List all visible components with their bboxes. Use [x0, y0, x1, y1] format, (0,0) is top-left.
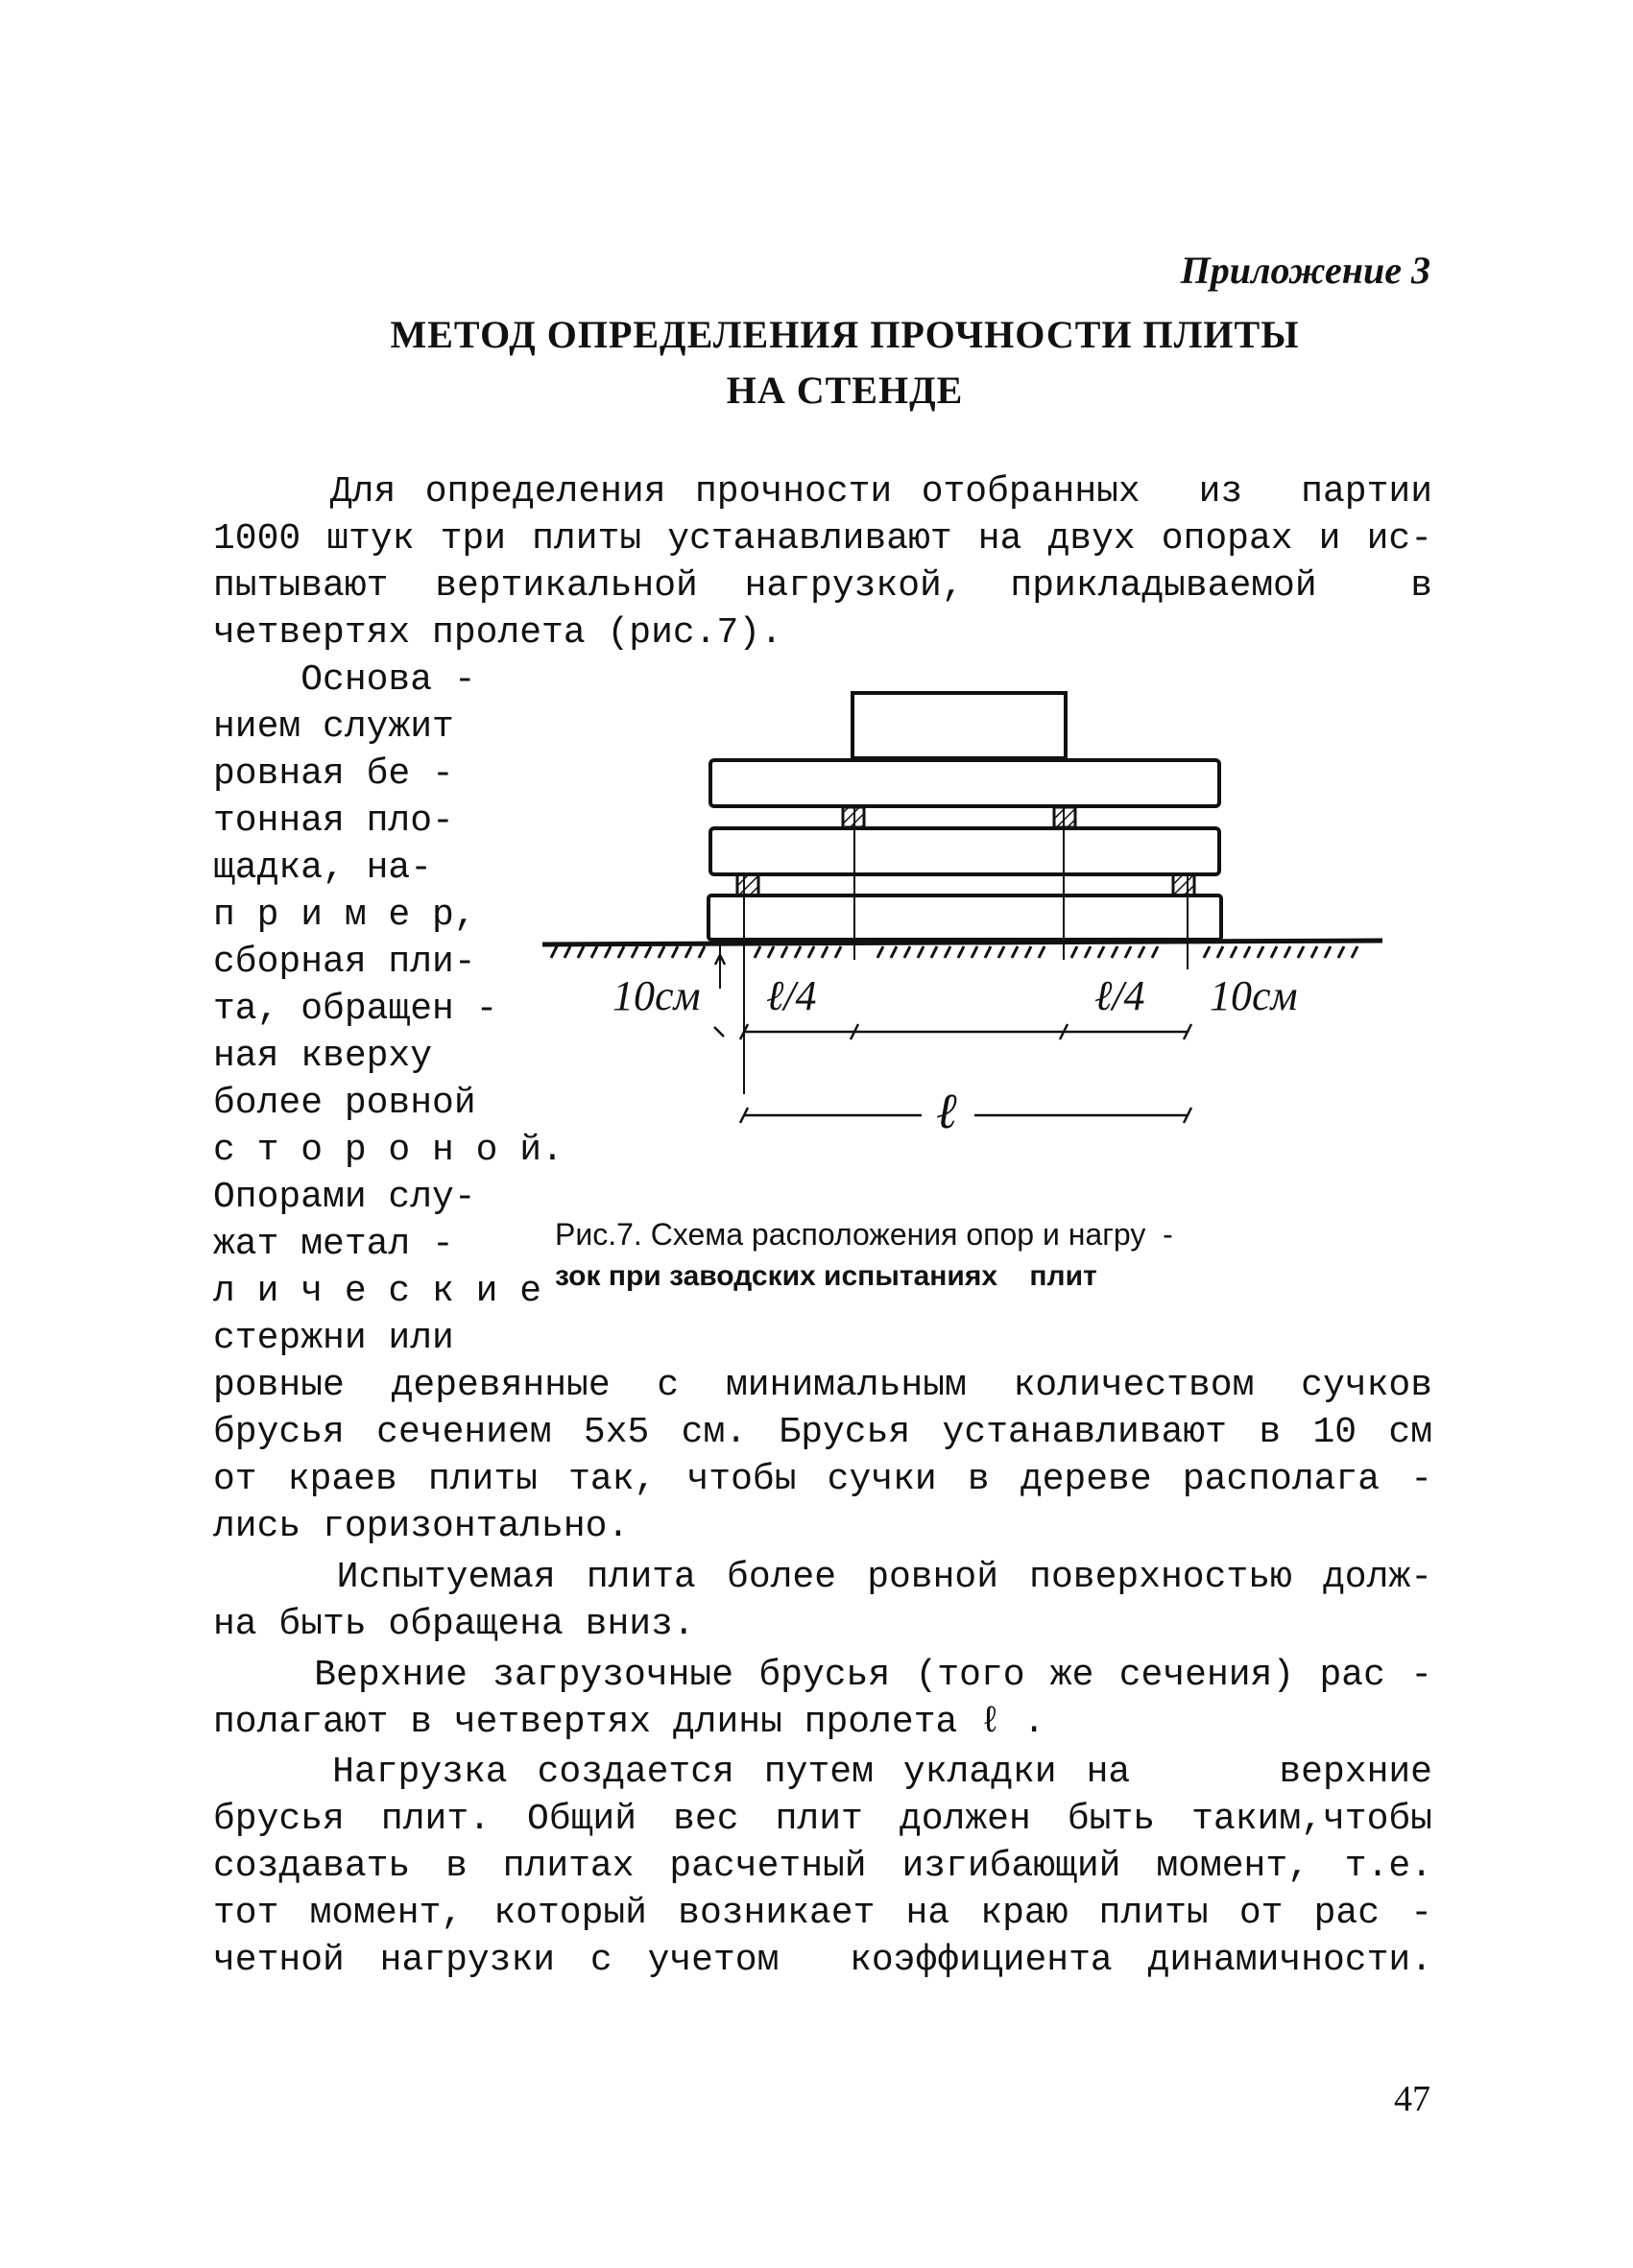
paragraph-1-line: Для определения прочности отобранных из партии — [213, 471, 1432, 513]
support-load-diagram — [538, 672, 1402, 1161]
paragraph-1-line: пытывают вертикальной нагрузкой, прикладываемой в — [213, 565, 1432, 607]
side-text-line: ная кверху — [213, 1036, 433, 1077]
side-text-line: Основа - — [213, 659, 476, 701]
paragraph-5-line: тот момент, который возникает на краю плиты от рас - — [213, 1893, 1432, 1934]
paragraph-1-line: четвертях пролета (рис.7). — [213, 612, 782, 654]
paragraph-3-line: Испытуемая плита более ровной поверхностью долж- — [213, 1557, 1432, 1598]
appendix-label: Приложение 3 — [1180, 249, 1430, 292]
side-text-line: жат метал - — [213, 1224, 454, 1265]
ground-hatching — [551, 946, 1357, 958]
base-slab — [708, 895, 1221, 940]
middle-slab — [710, 828, 1219, 874]
span-label: ℓ — [936, 1085, 957, 1139]
side-text-line: л и ч е с к и е — [213, 1271, 542, 1312]
side-text-line: щадка, на- — [213, 848, 433, 889]
paragraph-2-line: брусья сечением 5х5 см. Брусья устанавливают в 10 см — [213, 1412, 1432, 1453]
paragraph-4-line: Верхние загрузочные брусья (того же сечения) рас - — [213, 1655, 1432, 1696]
page-title: МЕТОД ОПРЕДЕЛЕНИЯ ПРОЧНОСТИ ПЛИТЫ — [390, 313, 1300, 356]
paragraph-5-line: брусья плит. Общий вес плит должен быть таким,чтобы — [213, 1799, 1432, 1840]
right-offset-label: 10см — [1210, 972, 1298, 1019]
paragraph-1-line: 1000 штук три плиты устанавливают на двух опорах и ис- — [213, 518, 1432, 560]
support-bar-right — [1173, 874, 1194, 895]
side-text-line: п р и м е р, — [213, 895, 476, 936]
right-quarter-label: ℓ/4 — [1094, 972, 1145, 1019]
side-text-line: сборная пли- — [213, 942, 476, 983]
page-subtitle: НА СТЕНДЕ — [726, 369, 964, 412]
upper-slab — [710, 760, 1219, 806]
figure-caption: Рис.7. Схема расположения опор и нагру - — [555, 1217, 1173, 1252]
left-quarter-label: ℓ/4 — [766, 972, 817, 1019]
paragraph-4-line: полагают в четвертях длины пролета ℓ . — [213, 1702, 1045, 1743]
side-text-line: ровная бе - — [213, 753, 454, 795]
paragraph-5-line: Нагрузка создается путем укладки на верхние — [213, 1752, 1432, 1793]
left-offset-label: 10см — [612, 972, 701, 1019]
ground-line — [542, 941, 1382, 944]
paragraph-2-line: ровные деревянные с минимальным количеством сучков — [213, 1365, 1432, 1406]
paragraph-5-line: создавать в плитах расчетный изгибающий момент, т.е. — [213, 1846, 1432, 1887]
side-text-line: нием служит — [213, 706, 454, 748]
page-number: 47 — [1394, 2079, 1430, 2119]
load-block — [853, 693, 1066, 758]
side-text-line: стержни или — [213, 1318, 454, 1359]
side-text-line: с т о р о н о й. — [213, 1130, 564, 1171]
side-text-line: тонная пло- — [213, 800, 454, 842]
paragraph-2-line: от краев плиты так, чтобы сучки в дереве располага - — [213, 1459, 1432, 1500]
side-text-line: та, обращен - — [213, 989, 498, 1030]
support-bar-left — [737, 874, 758, 895]
paragraph-5-line: четной нагрузки с учетом коэффициента динамичности. — [213, 1940, 1432, 1981]
paragraph-2-line: лись горизонтально. — [213, 1506, 630, 1547]
side-text-line: более ровной — [213, 1083, 476, 1124]
figure-caption: зок при заводских испытаниях плит — [555, 1260, 1097, 1292]
paragraph-3-line: на быть обращена вниз. — [213, 1604, 695, 1645]
side-text-line: Опорами слу- — [213, 1177, 476, 1218]
